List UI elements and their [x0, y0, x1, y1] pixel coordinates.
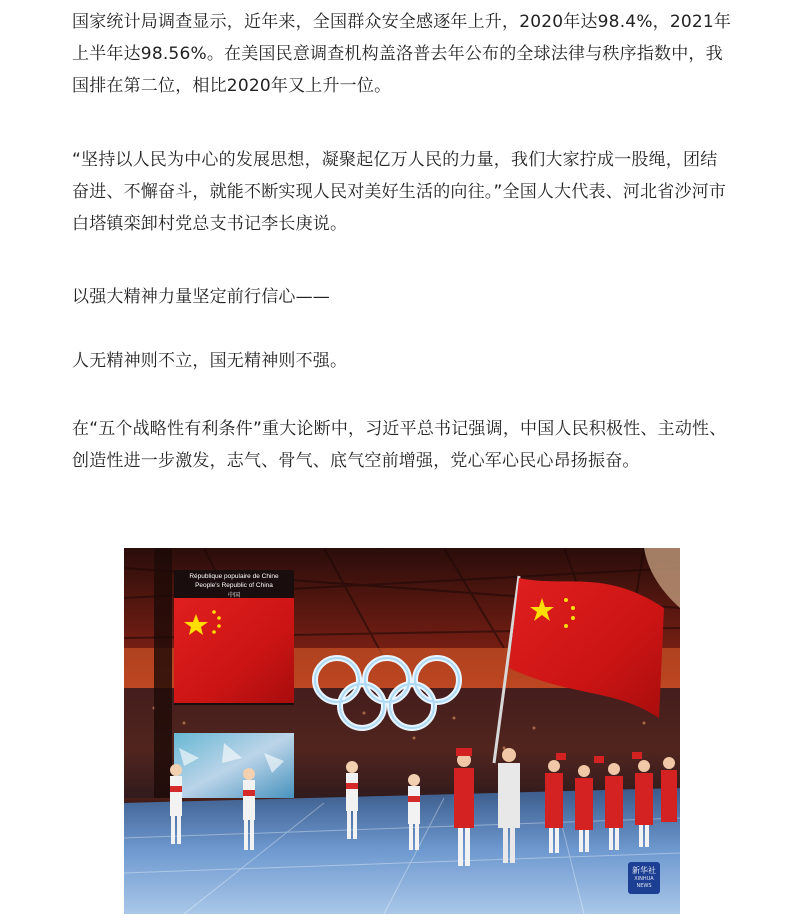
watermark-chinese: 新华社	[632, 866, 656, 875]
paragraph-quote: “坚持以人民为中心的发展思想，凝聚起亿万人民的力量，我们大家拧成一股绳，团结奋进、不懈奋斗，就能不断实现人民对美好生活的向往。”全国人大代表、河北省沙河市白塔镇栾卸村党总支书记李长庚说。	[72, 150, 727, 234]
paragraph-heading: 以强大精神力量坚定前行信心——	[72, 287, 330, 307]
paragraph-conditions: 在“五个战略性有利条件”重大论断中，习近平总书记强调，中国人民积极性、主动性、创造性进一步激发，志气、骨气、底气空前增强，党心军心民心昂扬振奋。	[72, 419, 727, 471]
sign-line-chinese: 中国	[227, 593, 240, 599]
watermark-english: XINHUA NEWS	[634, 876, 654, 889]
xinhua-watermark-logo	[628, 862, 660, 894]
sign-line-english: People's Republic of China	[195, 582, 273, 589]
paragraph-statistics: 国家统计局调查显示，近年来，全国群众安全感逐年上升，2020年达98.4%，2021年上半年达98.56%。在美国民意调查机构盖洛普去年公布的全球法律与秩序指数中，我国排在第二位，相比2020年又上升一位。	[72, 12, 732, 96]
sign-line-french: République populaire de Chine	[189, 573, 279, 580]
paragraph-spirit: 人无精神则不立，国无精神则不强。	[72, 351, 348, 371]
country-sign-text	[179, 572, 289, 601]
olympic-ceremony-photo	[124, 548, 680, 914]
